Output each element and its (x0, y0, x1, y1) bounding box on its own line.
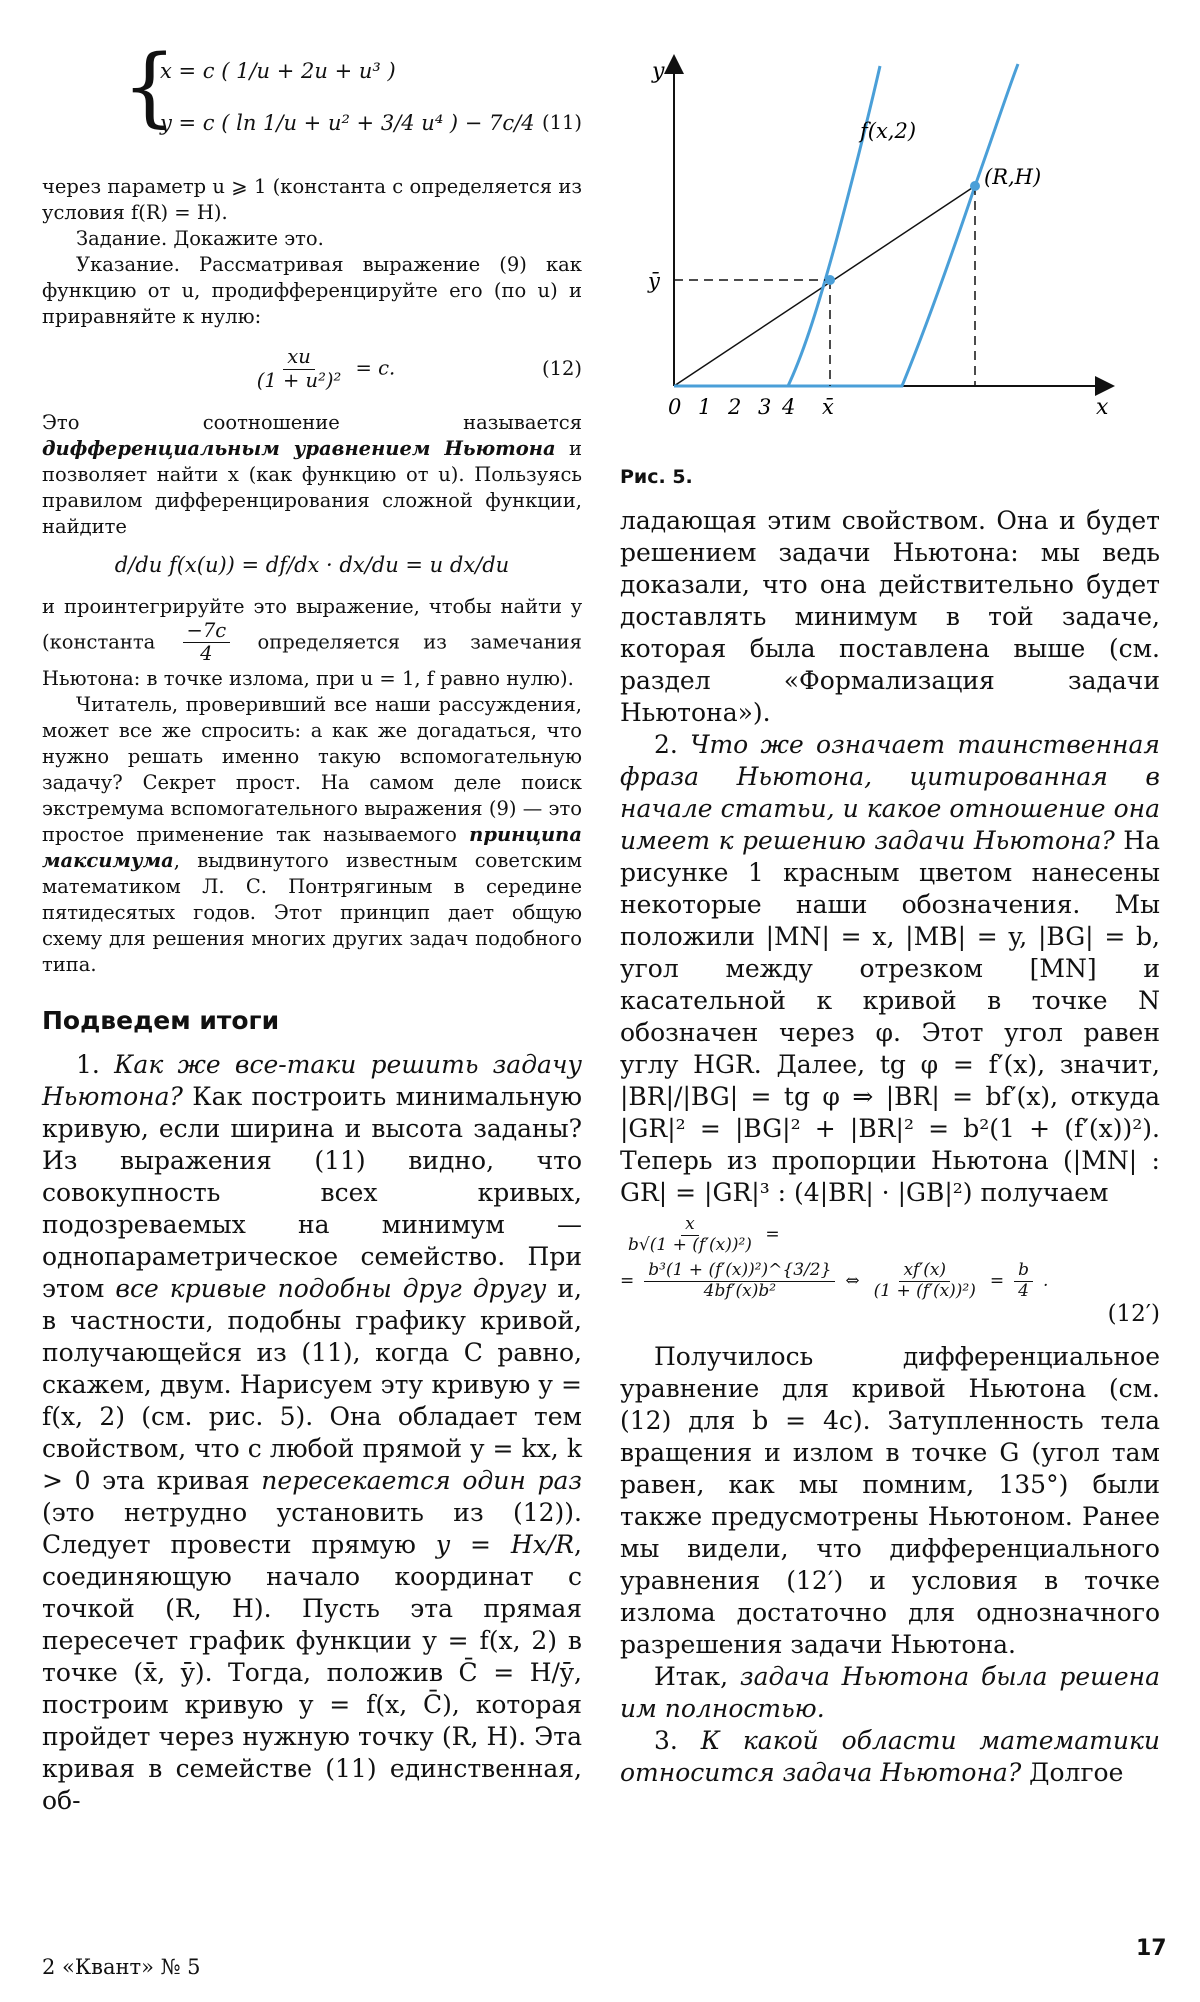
x-tick-label: 0 (668, 395, 682, 419)
y-axis-label: y (652, 59, 665, 84)
eq-fraction: $\frac{xf'(x)}{\text{(1 + (f′(x))²)}}$ (873, 1260, 976, 1301)
curve-f-x-cbar (674, 64, 1018, 386)
system-eq2: y = c ( ln 1/u + u² + 3/4 u⁴ ) − 7c/4 (160, 111, 535, 135)
intersection-point (825, 275, 835, 285)
paragraph: ладающая этим свойством. Она и будет решением задачи Ньютона: мы ведь доказали, что она действительно будет доставлять минимум в той задаче, которая была поставлена выше (см. раздел «Формализация задачи Ньютона»). (620, 506, 1160, 727)
xbar-label: x̄ (822, 395, 834, 419)
system-brace: { (122, 37, 177, 137)
eq12-denominator: (1 + u²)² (256, 368, 342, 392)
x-tick-label: 3 (758, 395, 772, 419)
figure-5-graph (640, 50, 1120, 430)
system-eq1: x = c ( 1/u + 2u + u³ ) (160, 59, 396, 83)
paragraph: 1. Как же все-таки решить задачу Ньютона? Как построить минимальную кривую, если ширина и высота заданы? Из выражения (11) видно, что совокупность всех кривых, подозреваемых на минимум — однопараметрическое семейство. При этом все кривые подобны друг другу и, в частности, подобны графику кривой, получающейся из (11), когда C равно, скажем, двум. Нарисуем эту кривую y = f(x, 2) (см. рис. 5). Она обладает тем свойством, что с любой прямой y = kx, k > 0 эта кривая пересекается один раз (это нетрудно установить из (12)). Следует провести прямую y = Hx/R, соединяющую начало координат с точкой (R, H). Пусть эта прямая пересечет график функции y = f(x, 2) в точке (x̄, ȳ). Тогда, положив C̄ = H/ȳ, построим кривую y = f(x, C̄), которая пройдет через нужную точку (R, H). Эта кривая в семействе (11) единственная, об- (42, 1049, 583, 1815)
paragraph: Указание. Рассматривая выражение (9) как функцию от u, продифференцируйте его (по u) и приравняйте к нулю: (42, 253, 582, 328)
equation-12 (42, 338, 582, 400)
section-title: Подведем итоги (42, 1005, 280, 1035)
eq12-fraction (253, 346, 346, 392)
page-number: 17 (1136, 1936, 1167, 1961)
paragraph: 2. Что же означает таинственная фраза Ньютона, цитированная в начале статьи, и какое отношение она имеет к решению задачи Ньютона? На рисунке 1 красным цветом нанесены некоторые наши обозначения. Мы положили |MN| = x, |MB| = y, |BG| = b, угол между отрезком [MN] и касательной к кривой в точке N обозначен через φ. Этот угол равен углу HGR. Далее, tg φ = f′(x), значит, |BR|/|BG| = tg φ ⇒ |BR| = bf′(x), откуда |GR|² = |BG|² + |BR|² = b²(1 + (f′(x))²). Теперь из пропорции Ньютона (|MN| : GR| = |GR|³ : (4|BR| · |GB|²) получаем (620, 730, 1161, 1207)
paragraph: Это соотношение называется дифференциальным уравнением Ньютона и позволяет найти x (как функцию от u). Пользуясь правилом дифференцирования сложной функции, найдите (42, 411, 582, 538)
eq12-rhs: = c. (355, 356, 396, 380)
eq12-numerator: xu (283, 346, 315, 369)
ybar-label: ȳ (648, 269, 660, 293)
x-tick-label: 2 (728, 395, 742, 419)
constant-fraction: $\frac{-7c}{4}$ (183, 620, 231, 666)
x-tick-label: 4 (782, 395, 796, 419)
eq12-label: (12) (541, 357, 582, 380)
right-column (620, 505, 1160, 1789)
curve-label: f(x,2) (860, 119, 917, 143)
paragraph: через параметр u ⩾ 1 (константа c определяется из условия f(R) = H). (42, 175, 582, 224)
paragraph: и проинтегрируйте это выражение, чтобы найти y (константа $\frac{-7c}{4}$ определяется из замечания Ньютона: в точке излома, при u = 1, f равно нулю). (42, 595, 582, 690)
equation-system-11 (42, 38, 582, 150)
x-axis-label: x (1096, 395, 1109, 420)
eq-fraction: $\frac{\text{b³(1 + (f′(x))²)\textasciicircum{}\{3/2\}}}{\text{4bf′(x)b²}}$ (644, 1261, 835, 1301)
footer-issue: 2 «Квант» № 5 (42, 1955, 201, 1979)
x-tick-label: 1 (698, 395, 712, 419)
point-r-h (970, 181, 980, 191)
system-label: (11) (541, 111, 582, 134)
figure-caption: Рис. 5. (620, 466, 693, 488)
paragraph: Задание. Докажите это. (76, 227, 324, 250)
paragraph: 3. К какой области математики относится задача Ньютона? Долгое (620, 1726, 1160, 1788)
paragraph: Итак, задача Ньютона была решена им полностью. (620, 1662, 1160, 1724)
paragraph: Читатель, проверивший все наши рассуждения, может все же спросить: а как же догадаться, что нужно решать именно такую вспомогательную задачу? Секрет прост. На самом деле поиск экстремума вспомогательного выражения (9) — это простое применение так называемого принципа максимума, выдвинутого известным советским математиком Л. С. Понтрягиным в середине пятидесятых годов. Этот принцип дает общую схему для решения многих других задач подобного типа. (42, 692, 582, 976)
left-column (42, 0, 582, 1817)
equation-12-prime: $\frac{x}{\text{b√(1 + (f′(x))²)}}$ = = $\frac{\text{b³(1 + (f′(x))²)\textasciicircum{}\{3/2\}}}{\text{4bf′(x)b²}}$ ⇔ $\frac{xf'(x)}{\text{(1 + (f′(x))²)}}$ = $\frac{b}{4}$ . (12′) (620, 1214, 1160, 1328)
eq-label: (12′) (1107, 1301, 1160, 1328)
eq-fraction: $\frac{b}{4}$ (1014, 1261, 1033, 1301)
eq-fraction: $\frac{x}{\text{b√(1 + (f′(x))²)}}$ (628, 1214, 752, 1255)
curve-f-x-2 (674, 66, 880, 386)
point-r-h-label: (R,H) (984, 165, 1042, 189)
paragraph: Получилось дифференциальное уравнение для кривой Ньютона (см. (12) для b = 4c). Затупленность тела вращения и излом в точке G (угол там равен, как мы помним, 135°) были также предусмотрены Ньютоном. Ранее мы видели, что дифференциального уравнения (12′) и условия в точке излома достаточно для однозначного разрешения задачи Ньютона. (620, 1342, 1160, 1660)
chain-rule-equation: d/du f(x(u)) = df/dx · dx/du = u dx/du (114, 553, 510, 577)
